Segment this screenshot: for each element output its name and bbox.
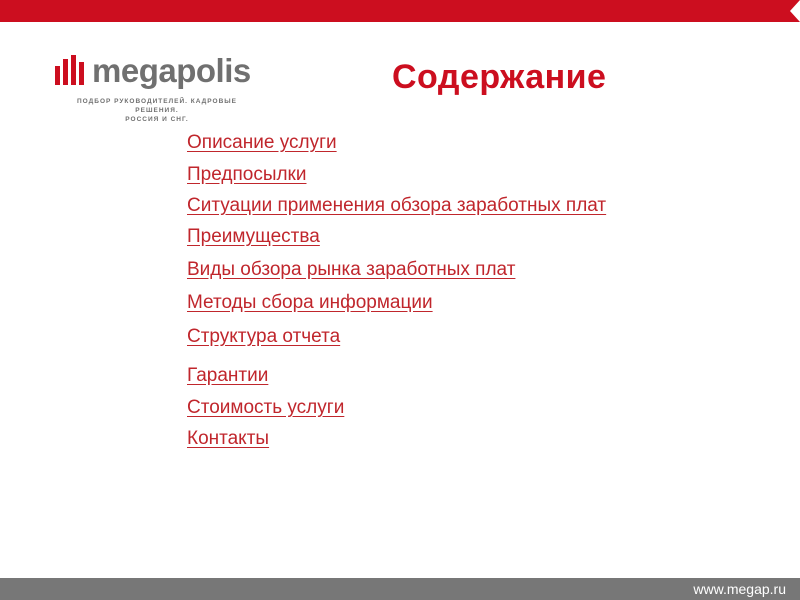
logo-tagline-line-1: ПОДБОР РУКОВОДИТЕЛЕЙ. КАДРОВЫЕ РЕШЕНИЯ. [77,98,237,114]
toc-link-service-description[interactable]: Описание услуги [187,132,337,153]
toc-link-use-cases[interactable]: Ситуации применения обзора заработных плат [187,195,607,216]
toc-link-guarantees[interactable]: Гарантии [187,365,269,386]
logo-tagline-line-2: РОССИЯ И СНГ. [125,116,189,123]
building-logo-icon [54,55,88,85]
logo-tagline [54,97,260,124]
footer-url[interactable]: www.megap.ru [693,581,786,597]
toc-link-data-collection-methods[interactable]: Методы сбора информации [187,292,433,313]
top-accent-bar [0,0,800,22]
toc-link-background[interactable]: Предпосылки [187,164,307,185]
toc-link-service-cost[interactable]: Стоимость услуги [187,397,345,418]
logo-wordmark: megapolis [92,52,251,89]
toc-link-advantages[interactable]: Преимущества [187,226,320,247]
toc-link-contacts[interactable]: Контакты [187,428,270,449]
toc-link-report-structure[interactable]: Структура отчета [187,326,341,347]
toc-link-survey-types[interactable]: Виды обзора рынка заработных плат [187,259,516,280]
footer-bar [0,578,800,600]
company-logo [54,52,264,125]
page-title: Содержание [392,58,607,96]
